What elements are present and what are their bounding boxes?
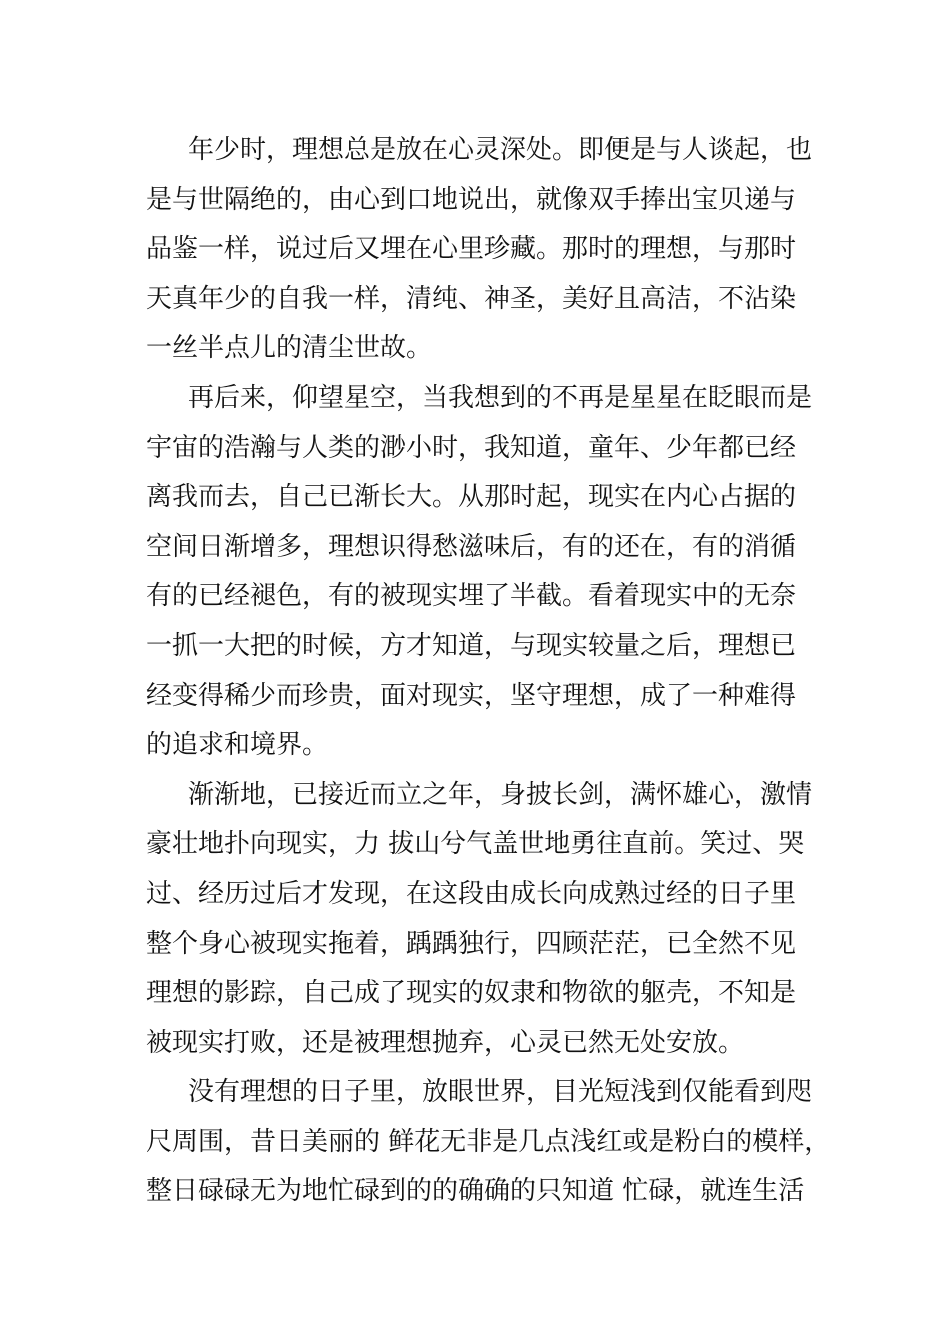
- paragraph-line: 整个身心被现实拖着，踽踽独行，四顾茫茫，已全然不见: [146, 928, 797, 959]
- paragraph-line: 被现实打败，还是被理想抛弃，心灵已然无处安放。: [146, 1027, 745, 1058]
- paragraph-line: 品鉴一样，说过后又埋在心里珍藏。那时的理想，与那时: [146, 234, 797, 265]
- paragraph-4: [146, 1068, 831, 1217]
- paragraph-line: 经变得稀少而珍贵，面对现实，坚守理想，成了一种难得: [146, 680, 797, 711]
- paragraph-line: 的追求和境界。: [146, 730, 329, 761]
- paragraph-line: 渐渐地，已接近而立之年，身披长剑，满怀雄心，激情: [188, 779, 813, 810]
- paragraph-line: 一丝半点儿的清尘世故。: [146, 333, 433, 364]
- paragraph-line: 是与世隔绝的，由心到口地说出，就像双手捧出宝贝递与: [146, 184, 797, 215]
- paragraph-line: 空间日渐增多，理想识得愁滋味后，有的还在，有的消循: [146, 531, 797, 562]
- paragraph-3: [146, 771, 826, 1069]
- paragraph-line: 宇宙的浩瀚与人类的渺小时，我知道，童年、少年都已经: [146, 432, 797, 463]
- paragraph-line: 一抓一大把的时候，方才知道，与现实较量之后，理想已: [146, 630, 797, 661]
- paragraph-line: 有的已经褪色，有的被现实埋了半截。看着现实中的无奈: [146, 581, 797, 612]
- article-body: [146, 126, 831, 1217]
- paragraph-line: 没有理想的日子里，放眼世界，目光短浅到仅能看到咫: [188, 1077, 813, 1108]
- paragraph-line: 天真年少的自我一样，清纯、神圣，美好且高洁，不沾染: [146, 283, 797, 314]
- paragraph-line: 年少时，理想总是放在心灵深处。即便是与人谈起，也: [188, 135, 813, 165]
- paragraph-line: 离我而去，自己已渐长大。从那时起，现实在内心占据的: [146, 482, 797, 513]
- paragraph-line: 再后来，仰望星空，当我想到的不再是星星在眨眼而是: [188, 382, 813, 413]
- paragraph-line: 豪壮地扑向现实，力 拔山兮气盖世地勇往直前。笑过、哭: [146, 829, 805, 860]
- paragraph-line: 整日碌碌无为地忙碌到的的确确的只知道 忙碌，就连生活: [146, 1176, 805, 1207]
- paragraph-line: 理想的影踪，自己成了现实的奴隶和物欲的躯壳，不知是: [146, 978, 797, 1009]
- paragraph-1: [146, 126, 826, 374]
- paragraph-line: 过、经历过后才发现，在这段由成长向成熟过经的日子里: [146, 878, 797, 909]
- paragraph-2: [146, 374, 826, 771]
- paragraph-line: 尺周围，昔日美丽的 鲜花无非是几点浅红或是粉白的模样，: [146, 1126, 831, 1157]
